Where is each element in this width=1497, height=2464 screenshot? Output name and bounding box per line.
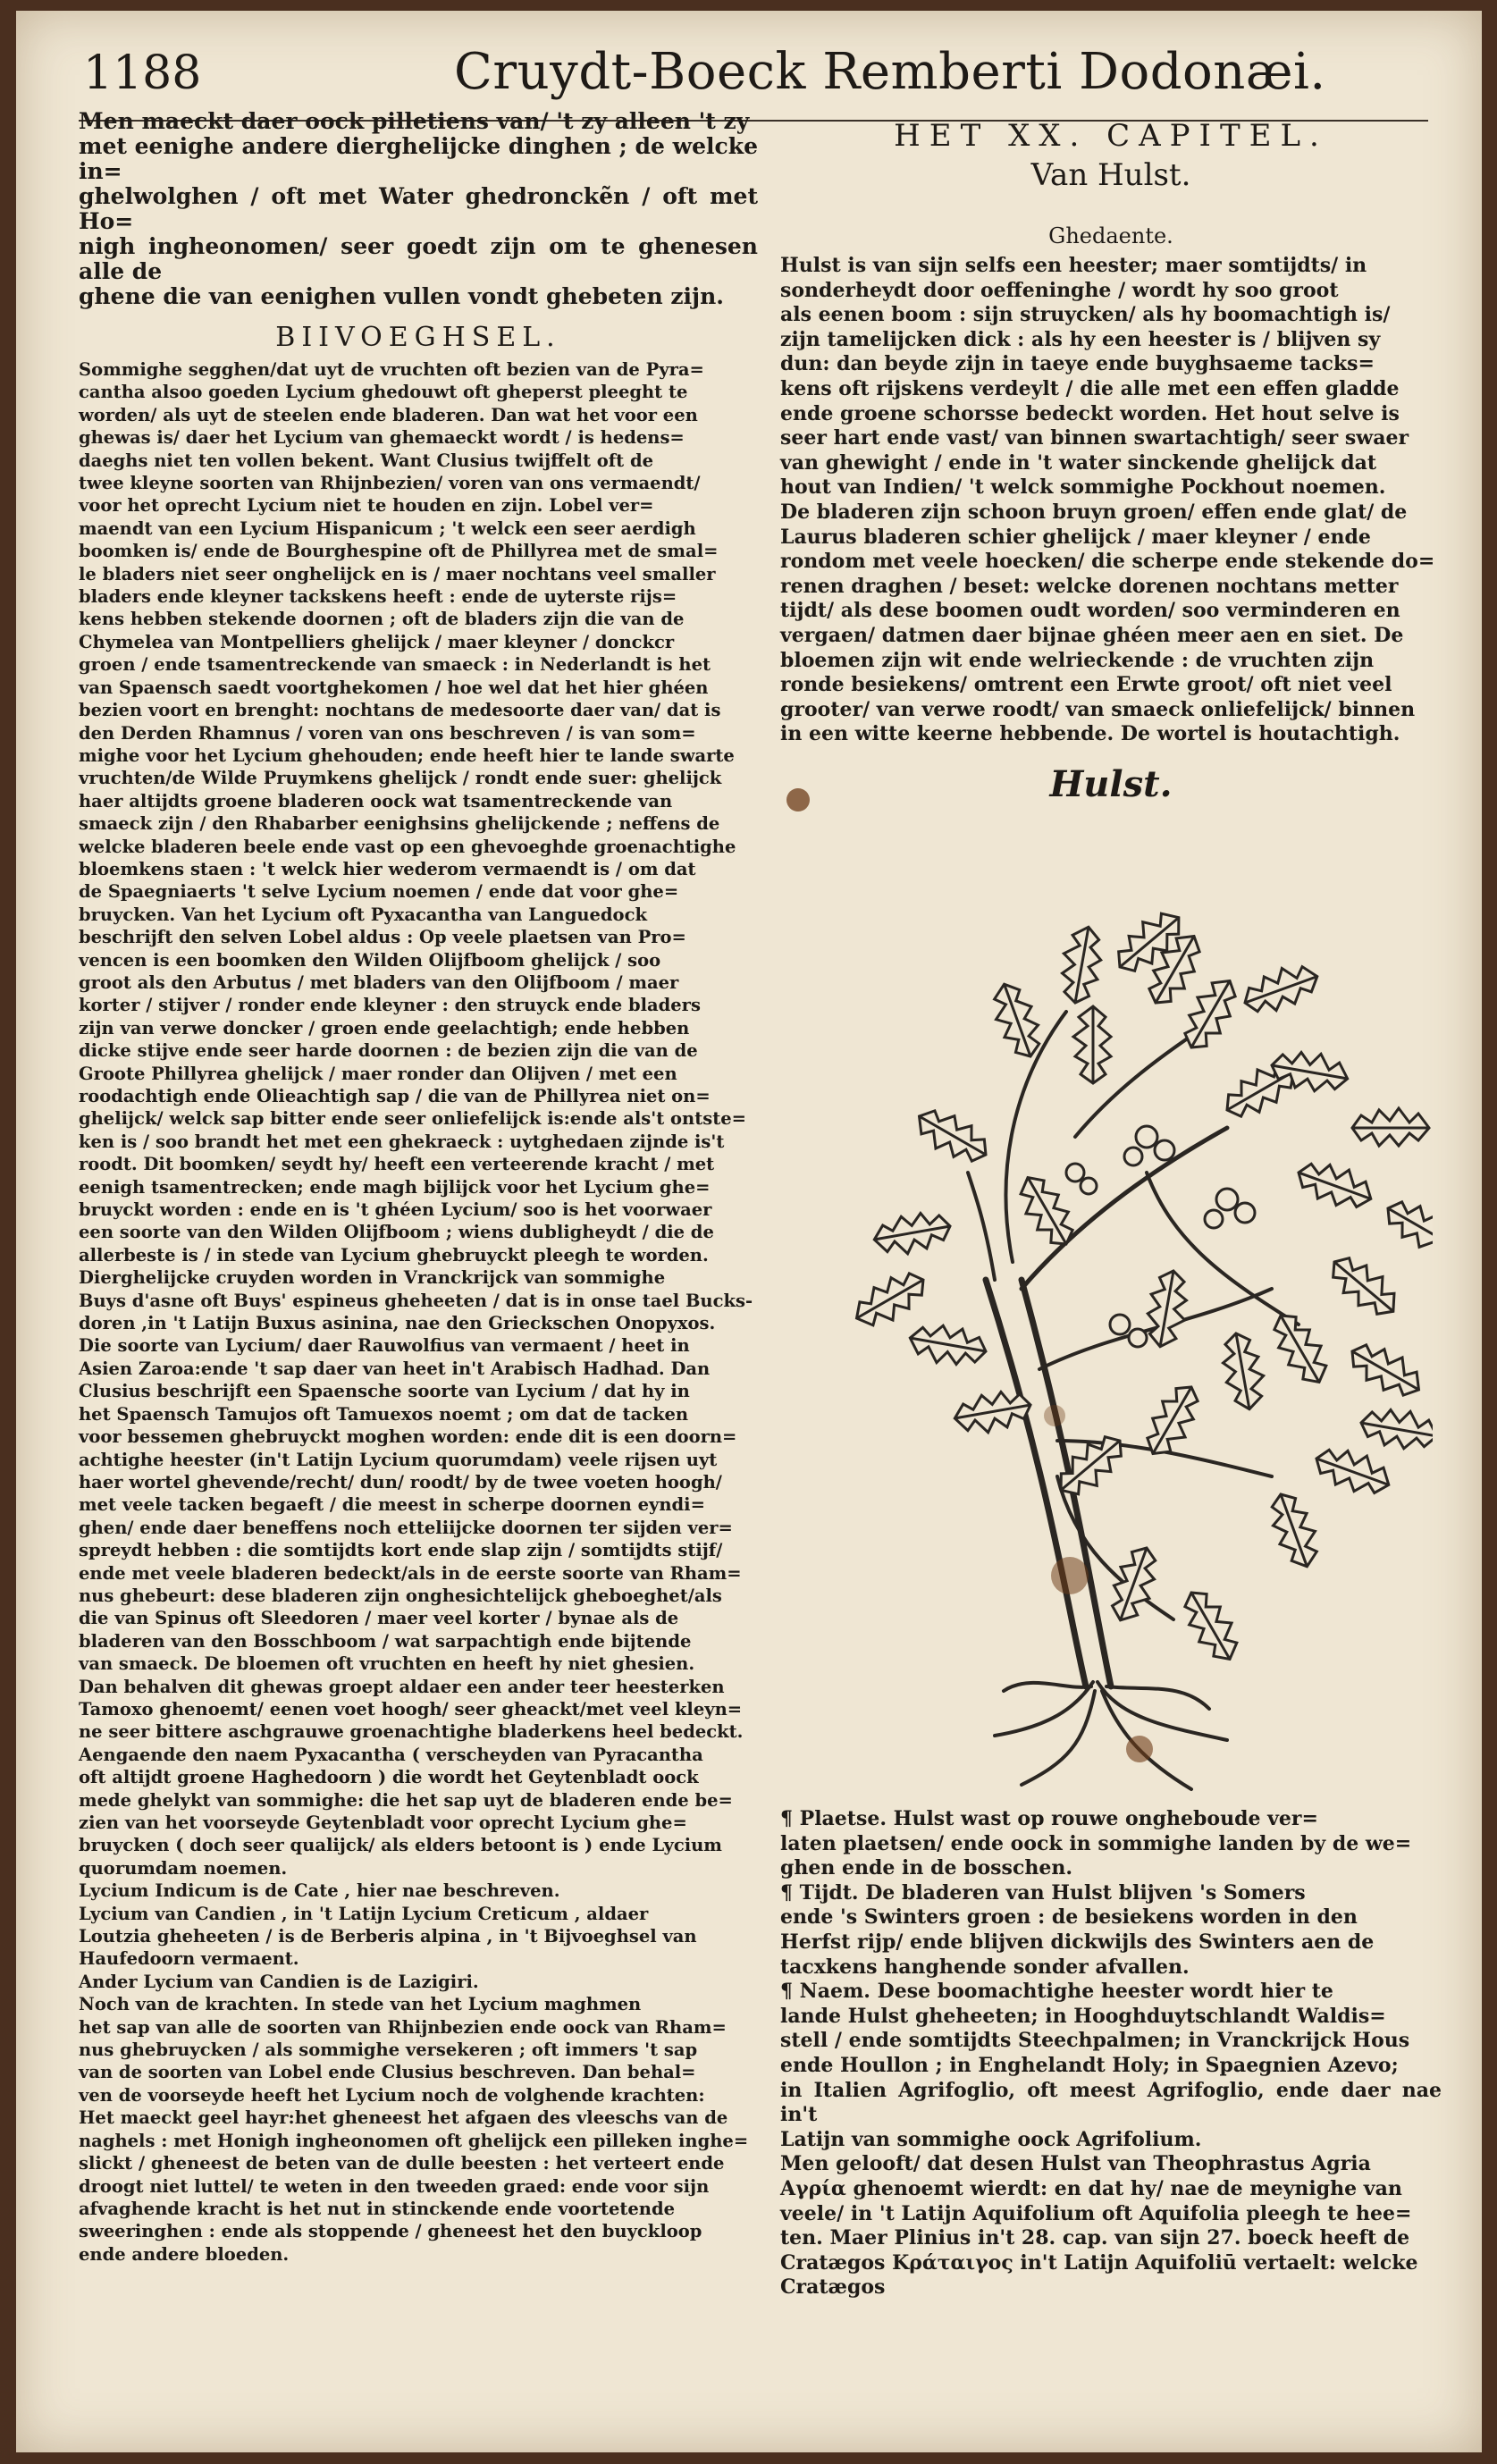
body-line: roodt. Dit boomken/ seydt hy/ heeft een verteerende kracht / met (79, 1154, 715, 1175)
body-line: slickt / gheneest de beten van de dulle beesten : het verteert ende (79, 2153, 725, 2174)
body-line: droogt niet luttel/ te weten in den tweeden graed: ende voor sijn (79, 2175, 710, 2197)
description-line: ronde besiekens/ omtrent een Erwte groot/ oft niet veel (780, 673, 1392, 697)
body-line: allerbeste is / in stede van Lycium ghebruyckt pleegh te worden. (79, 1244, 709, 1266)
body-line: zien van het voorseyde Geytenbladt voor oprecht Lycium ghe= (79, 1812, 687, 1833)
note-line: in Italien Agrifoglio, oft meest Agrifoglio, ende daer nae in't (780, 2078, 1442, 2127)
holly-leaf (1174, 971, 1245, 1056)
body-line: van smaeck. De bloemen oft vruchten en heeft hy niet ghesien. (79, 1653, 695, 1675)
body-line: Die soorte van Lycium/ daer Rauwolfius van vermaent / heet in (79, 1335, 690, 1357)
description-body (780, 254, 1442, 747)
holly-leaf (1176, 1583, 1247, 1668)
description-line: De bladeren zijn schoon bruyn groen/ effen ende glat/ de (780, 500, 1408, 524)
note-line: stell / ende somtijdts Steechpalmen; in Vranckrijck Hous (780, 2029, 1410, 2053)
description-line: grooter/ van verwe roodt/ van smaeck onliefelijck/ binnen (780, 697, 1416, 721)
body-line: zijn van verwe doncker / groen ende geelachtigh; ende hebben (79, 1017, 690, 1039)
body-line: Dierghelijcke cruyden worden in Vranckrijck van sommighe (79, 1267, 666, 1289)
body-line: dicke stijve ende seer harde doornen : de bezien zijn die van de (79, 1040, 698, 1062)
body-line: voor het oprecht Lycium niet te houden en zijn. Lobel ver= (79, 495, 654, 517)
body-line: nus ghebruycken / als sommighe versekeren ; oft immers 't sap (79, 2039, 698, 2061)
book-page (16, 11, 1482, 2452)
right-column-lower (780, 1807, 1442, 2300)
holly-leaf (1142, 1268, 1192, 1350)
body-line: worden/ als uyt de steelen ende bladeren. Dan wat het voor een (79, 404, 698, 425)
body-line: Aengaende den naem Pyxacantha ( verscheyden van Pyracantha (79, 1744, 703, 1765)
body-line: bruycken ( doch seer qualijck/ als elders betoont is ) ende Lycium (79, 1835, 722, 1856)
intro-line: nigh ingheonomen/ seer goedt zijn om te ghenesen alle de (79, 233, 758, 284)
body-line: mighe voor het Lycium ghehouden; ende heeft hier te lande swarte (79, 744, 735, 766)
body-line: voor bessemen ghebruyckt moghen worden: ende dit is een doorn= (79, 1426, 737, 1448)
note-line: Cratægos Κράταιγος in't Latijn Aquifoliū vertaelt: welcke (780, 2250, 1418, 2275)
plant-caption: Hulst. (1049, 762, 1173, 805)
body-line: vencen is een boomken den Wilden Olijfboom ghelijck / soo (79, 949, 661, 971)
body-line: Chymelea van Montpelliers ghelijck / maer kleyner / donckcr (79, 631, 675, 652)
body-line: roodachtigh ende Olieachtigh sap / die van de Phillyrea niet on= (79, 1086, 711, 1106)
holly-leaf (1266, 1306, 1336, 1391)
body-line: ghewas is/ daer het Lycium van ghemaeckt wordt / is hedens= (79, 427, 685, 449)
description-line: sonderheydt door oeffeninghe / wordt hy soo groot (780, 278, 1339, 302)
holly-leaf (1104, 1542, 1165, 1627)
body-line: bruyckt worden : ende en is 't ghéen Lycium/ soo is het voorwaer (79, 1199, 712, 1221)
holly-leaf (871, 1208, 954, 1258)
body-line: nus ghebeurt: dese bladeren zijn onghesichtelijck gheboeghet/als (79, 1585, 722, 1606)
body-line: groen / ende tsamentreckende van smaeck : in Nederlandt is het (79, 654, 711, 676)
note-line: Men gelooft/ dat desen Hulst van Theophrastus Agria (780, 2152, 1371, 2176)
body-line: Lycium Indicum is de Cate , hier nae beschreven. (79, 1880, 560, 1902)
body-line: Ander Lycium van Candien is de Lazigiri. (79, 1971, 479, 1992)
body-line: ven de voorseyde heeft het Lycium noch de volghende krachten: (79, 2084, 705, 2106)
body-line: Asien Zaroa:ende 't sap daer van heet in't Arabisch Hadhad. Dan (79, 1358, 711, 1379)
body-line: de Spaegniaerts 't selve Lycium noemen / ende dat voor ghe= (79, 881, 679, 903)
chapter-subtitle: Van Hulst. (1030, 157, 1191, 193)
description-line: hout van Indien/ 't welck sommighe Pockhout noemen. (780, 475, 1386, 500)
body-line: ende met veele bladeren bedeckt/als in de eerste soorte van Rham= (79, 1562, 742, 1584)
note-line: ende 's Swinters groen : de besiekens worden in den (780, 1905, 1358, 1930)
note-line: Herfst rijp/ ende blijven dickwijls des Swinters aen de (780, 1930, 1375, 1954)
body-line: groot als den Arbutus / met bladers van den Olijfboom / maer (79, 971, 679, 993)
body-line: Loutzia gheheeten / is de Berberis alpina , in 't Bijvoeghsel van (79, 1926, 697, 1947)
description-line: zijn tamelijcken dick : als hy een heester is / blijven sy (780, 327, 1381, 351)
body-line: haer wortel ghevende/recht/ dun/ roodt/ by de twee voeten hoogh/ (79, 1471, 722, 1493)
chapter-title: HET XX. CAPITEL. (894, 118, 1328, 154)
description-line: vergaen/ datmen daer bijnae ghéen meer aen en siet. De (780, 623, 1404, 647)
ink-stain (1126, 1736, 1153, 1762)
body-line: mede ghelykt van sommighe: die het sap uyt de bladeren ende be= (79, 1789, 733, 1811)
holly-leaf (1218, 1330, 1268, 1412)
description-line: Hulst is van sijn selfs een heester; maer somtijdts/ in (780, 254, 1367, 277)
note-line: veele/ in 't Latijn Aquifolium oft Aquifolia pleegh te hee= (780, 2201, 1412, 2225)
holly-leaf (952, 1387, 1034, 1437)
body-line: quorumdam noemen. (79, 1857, 288, 1879)
note-line: ¶ Plaetse. Hulst wast op rouwe ongheboude ver= (780, 1807, 1318, 1830)
intro-paragraph (79, 109, 758, 309)
body-line: Clusius beschrijft een Spaensche soorte van Lycium / dat hy in (79, 1381, 690, 1402)
holly-leaf (1343, 1334, 1428, 1405)
holly-illustration (852, 904, 1433, 1807)
body-line: cantha alsoo goeden Lycium ghedouwt oft gheperst pleeght te (79, 382, 688, 403)
note-line: ghen ende in de bosschen. (780, 1856, 1072, 1880)
intro-line: ghene die van eenighen vullen vondt ghebeten zijn. (79, 283, 724, 309)
body-line: achtighe heester (in't Latijn Lycium quorumdam) veele rijsen uyt (79, 1449, 718, 1470)
body-line: van Spaensch saedt voortghekomen / hoe wel dat het hier ghéen (79, 677, 709, 698)
page-number: 1188 (83, 46, 202, 100)
note-line: ten. Maer Plinius in't 28. cap. van sijn 27. boeck heeft de (780, 2226, 1410, 2250)
supplement-body (79, 358, 758, 2266)
body-line: bladers ende kleyner tackskens heeft : ende de uyterste rijs= (79, 586, 677, 608)
body-line: ende andere bloeden. (79, 2243, 290, 2265)
note-line: laten plaetsen/ ende oock in sommighe landen by de we= (780, 1831, 1412, 1855)
description-line: seer hart ende vast/ van binnen swartachtigh/ seer swaer (780, 426, 1409, 450)
body-line: korter / stijver / ronder ende kleyner : den struyck ende bladers (79, 995, 701, 1016)
body-line: smaeck zijn / den Rhabarber eenighsins ghelijckende ; neffens de (79, 813, 720, 835)
body-line: Buys d'asne oft Buys' espineus gheheeten / dat is in onse tael Bucks- (79, 1290, 753, 1311)
body-line: van de soorten van Lobel ende Clusius beschreven. Dan behal= (79, 2062, 696, 2083)
description-line: rondom met veele hoecken/ die scherpe ende stekende do= (780, 550, 1435, 574)
body-line: het sap van alle de soorten van Rhijnbezien ende oock van Rham= (79, 2016, 727, 2038)
ink-stain (1051, 1557, 1089, 1594)
body-line: Sommighe segghen/dat uyt de vruchten oft bezien van de Pyra= (79, 359, 704, 380)
body-line: den Derden Rhamnus / voren van ons beschreven / is van som= (79, 722, 696, 744)
section-title: BIIVOEGHSEL. (275, 322, 561, 353)
body-line: kens hebben stekende doornen ; oft de bladers zijn die van de (79, 609, 685, 630)
body-line: maendt van een Lycium Hispanicum ; 't welck een seer aerdigh (79, 517, 696, 539)
note-line: ¶ Naem. Dese boomachtighe heester wordt hier te (780, 1980, 1333, 2004)
description-line: tijdt/ als dese boomen oudt worden/ soo verminderen en (780, 599, 1400, 623)
body-line: ken is / soo brandt het met een ghekraeck : uytghedaen zijnde is't (79, 1131, 725, 1152)
body-line: welcke bladeren beele ende vast op een ghevoeghde groenachtighe (79, 836, 736, 857)
description-line: bloemen zijn wit ende welrieckende : de vruchten zijn (780, 648, 1375, 672)
body-line: een soorte van den Wilden Olijfboom ; wiens dubligheydt / die de (79, 1222, 714, 1243)
holly-leaf (852, 1265, 933, 1335)
description-line: renen draghen / beset: welcke dorenen nochtans metter (780, 574, 1399, 598)
ink-stain (786, 788, 810, 812)
body-line: bloemkens staen : 't welck hier wederom vermaendt is / om dat (79, 858, 696, 879)
note-line: Aγρία ghenoemt wierdt: en dat hy/ nae de meynighe van (780, 2176, 1402, 2200)
body-line: bladeren van den Bosschboom / wat sarpachtigh ende bijtende (79, 1630, 692, 1652)
body-line: le bladers niet seer onghelijck en is / maer nochtans veel smaller (79, 563, 716, 584)
description-line: dun: dan beyde zijn in taeye ende buyghsaeme tacks= (780, 352, 1375, 376)
body-line: haer altijdts groene bladeren oock wat tsamentreckende van (79, 790, 673, 812)
description-heading: Ghedaente. (1048, 223, 1173, 248)
body-line: bezien voort en brenght: nochtans de medesoorte daer van/ dat is (79, 700, 721, 721)
body-line: naghels : met Honigh ingheonomen oft ghelijck een pilleken inghe= (79, 2130, 749, 2151)
body-line: Lycium van Candien , in 't Latijn Lycium Creticum , aldaer (79, 1903, 649, 1924)
note-line: ende Houllon ; in Enghelandt Holy; in Spaegnien Azevo; (780, 2053, 1399, 2077)
description-line: van ghewight / ende in 't water sinckende ghelijck dat (780, 450, 1377, 475)
intro-line: ghelwolghen / oft met Water ghedronckẽn / oft met Ho= (79, 183, 758, 234)
holly-leaf (1264, 1487, 1325, 1572)
note-line: Latijn van sommighe oock Agrifolium. (780, 2127, 1202, 2151)
body-line: daeghs niet ten vollen bekent. Want Clusius twijffelt oft de (79, 450, 654, 471)
body-line: boomken is/ ende de Bourghespine oft de Phillyrea met de smal= (79, 541, 719, 562)
description-line: Laurus bladeren schier ghelijck / maer kleyner / ende (780, 525, 1371, 549)
body-line: Noch van de krachten. In stede van het Lycium maghmen (79, 1994, 642, 2015)
body-line: oft altijdt groene Haghedoorn ) die wordt het Geytenbladt oock (79, 1767, 699, 1788)
holly-leaf (1323, 1247, 1406, 1325)
holly-leaf (906, 1320, 988, 1370)
body-line: Tamoxo ghenoemt/ eenen voet hoogh/ seer gheackt/met veel kleyn= (79, 1698, 743, 1720)
body-line: sweeringhen : ende als stoppende / gheneest het den buyckloop (79, 2221, 702, 2242)
running-title: Cruydt-Boeck Remberti Dodonæi. (454, 43, 1326, 101)
note-line: Cratægos (780, 2275, 886, 2300)
note-line: lande Hulst gheheeten; in Hooghduytschlandt Waldis= (780, 2004, 1386, 2028)
holly-leaf (1358, 1403, 1433, 1453)
body-line: twee kleyne soorten van Rhijnbezien/ voren van ons vermaendt/ (79, 473, 701, 494)
holly-leaf (1238, 958, 1323, 1020)
description-line: als eenen boom : sijn struycken/ als hy boomachtigh is/ (780, 303, 1391, 327)
body-line: ghelijck/ welck sap bitter ende seer onliefelijck is:ende als't ontste= (79, 1108, 746, 1130)
page-header (16, 38, 1482, 118)
holly-leaf (986, 978, 1047, 1063)
body-line: met veele tacken begaeft / die meest in scherpe doornen eyndi= (79, 1494, 705, 1516)
holly-leaf (1073, 1006, 1111, 1083)
description-line: in een witte keerne hebbende. De wortel is houtachtigh. (780, 722, 1400, 746)
body-line: beschrijft den selven Lobel aldus : Op veele plaetsen van Pro= (79, 927, 686, 948)
holly-leaf (910, 1101, 995, 1172)
holly-leaf (1269, 1046, 1351, 1096)
intro-line: met eenighe andere dierghelijcke dinghen ; de welcke in= (79, 133, 758, 184)
body-line: doren ,in 't Latijn Buxus asinina, nae den Grieckschen Onopyxos. (79, 1313, 716, 1334)
holly-leaf (1055, 923, 1106, 1005)
body-line: afvaghende kracht is het nut in stinckende ende voortetende (79, 2198, 676, 2219)
intro-line: Men maeckt daer oock pilletiens van/ 't zy alleen 't zy (79, 108, 750, 134)
body-line: bruycken. Van het Lycium oft Pyxacantha van Languedock (79, 904, 647, 925)
body-line: Het maeckt geel hayr:het gheneest het afgaen des vleeschs van de (79, 2107, 728, 2129)
body-line: Haufedoorn vermaent. (79, 1948, 299, 1970)
body-line: het Spaensch Tamujos oft Tamuexos noemt ; om dat de tacken (79, 1403, 689, 1425)
holly-leaf (1310, 1440, 1395, 1501)
notes-body (780, 1807, 1442, 2300)
holly-leaf (1379, 1191, 1433, 1262)
body-line: die van Spinus oft Sleedoren / maer veel korter / bynae als de (79, 1608, 679, 1629)
body-line: ghen/ ende daer beneffens noch etteliijcke doornen ter sijden ver= (79, 1517, 733, 1538)
holly-leaf (1292, 1154, 1377, 1215)
note-line: tacxkens hanghende sonder afvallen. (780, 1955, 1190, 1979)
body-line: Groote Phillyrea ghelijck / maer ronder dan Olijven / met een (79, 1063, 677, 1084)
body-line: eenigh tsamentrecken; ende magh bijlijck voor het Lycium ghe= (79, 1176, 711, 1198)
body-line: vruchten/de Wilde Pruymkens ghelijck / rondt ende suer: ghelijck (79, 768, 722, 789)
description-line: ende groene schorsse bedeckt worden. Het hout selve is (780, 401, 1400, 425)
body-line: spreydt hebben : die somtijdts kort ende slap zijn / somtijdts stijf/ (79, 1540, 723, 1561)
body-line: Dan behalven dit ghewas groept aldaer een ander teer heesterken (79, 1676, 725, 1697)
body-line: ne seer bittere aschgrauwe groenachtighe bladerkens heel bedeckt. (79, 1721, 744, 1743)
ink-stain (1044, 1405, 1065, 1426)
left-column (79, 109, 758, 2266)
holly-leaf (1352, 1108, 1429, 1146)
description-line: kens oft rijskens verdeylt / die alle met een effen gladde (780, 376, 1400, 400)
note-line: ¶ Tijdt. De bladeren van Hulst blijven 's Somers (780, 1880, 1306, 1905)
right-column (780, 118, 1442, 805)
